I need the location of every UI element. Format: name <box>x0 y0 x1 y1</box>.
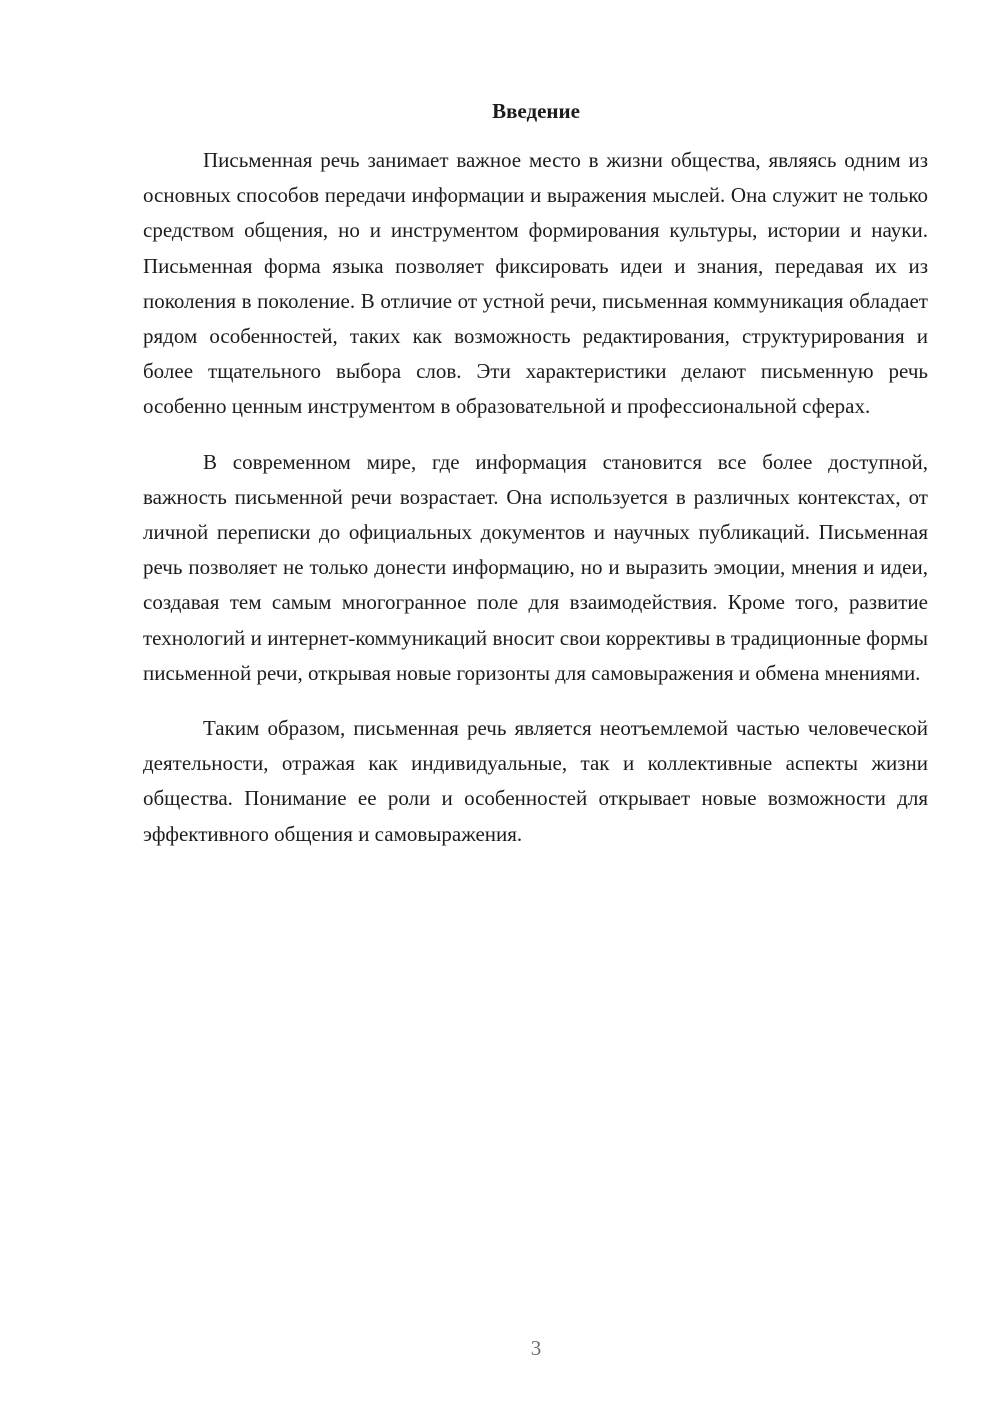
document-body <box>143 143 928 872</box>
page-number: 3 <box>530 1336 542 1360</box>
paragraph-2: В современном мире, где информация становится все более доступной, важность письменной речи возрастает. Она используется в различных контекстах, от личной переписки до официальных документов и научных публикаций. Письменная речь позволяет не только донести информацию, но и выразить эмоции, мнения и идеи, создавая тем самым многогранное поле для взаимодействия. Кроме того, развитие технологий и интернет-коммуникаций вносит свои коррективы в традиционные формы письменной речи, открывая новые горизонты для самовыражения и обмена мнениями. <box>143 449 928 685</box>
page-title: Введение <box>492 99 580 123</box>
paragraph-1: Письменная речь занимает важное место в жизни общества, являясь одним из основных способов передачи информации и выражения мыслей. Она служит не только средством общения, но и инструментом формирования культуры, истории и науки. Письменная форма языка позволяет фиксировать идеи и знания, передавая их из поколения в поколение. В отличие от устной речи, письменная коммуникация обладает рядом особенностей, таких как возможность редактирования, структурирования и более тщательного выбора слов. Эти характеристики делают письменную речь особенно ценным инструментом в образовательной и профессиональной сферах. <box>143 148 928 419</box>
paragraph-3: Таким образом, письменная речь является неотъемлемой частью человеческой деятельности, отражая как индивидуальные, так и коллективные аспекты жизни общества. Понимание ее роли и особенностей открывает новые возможности для эффективного общения и самовыражения. <box>143 716 928 846</box>
